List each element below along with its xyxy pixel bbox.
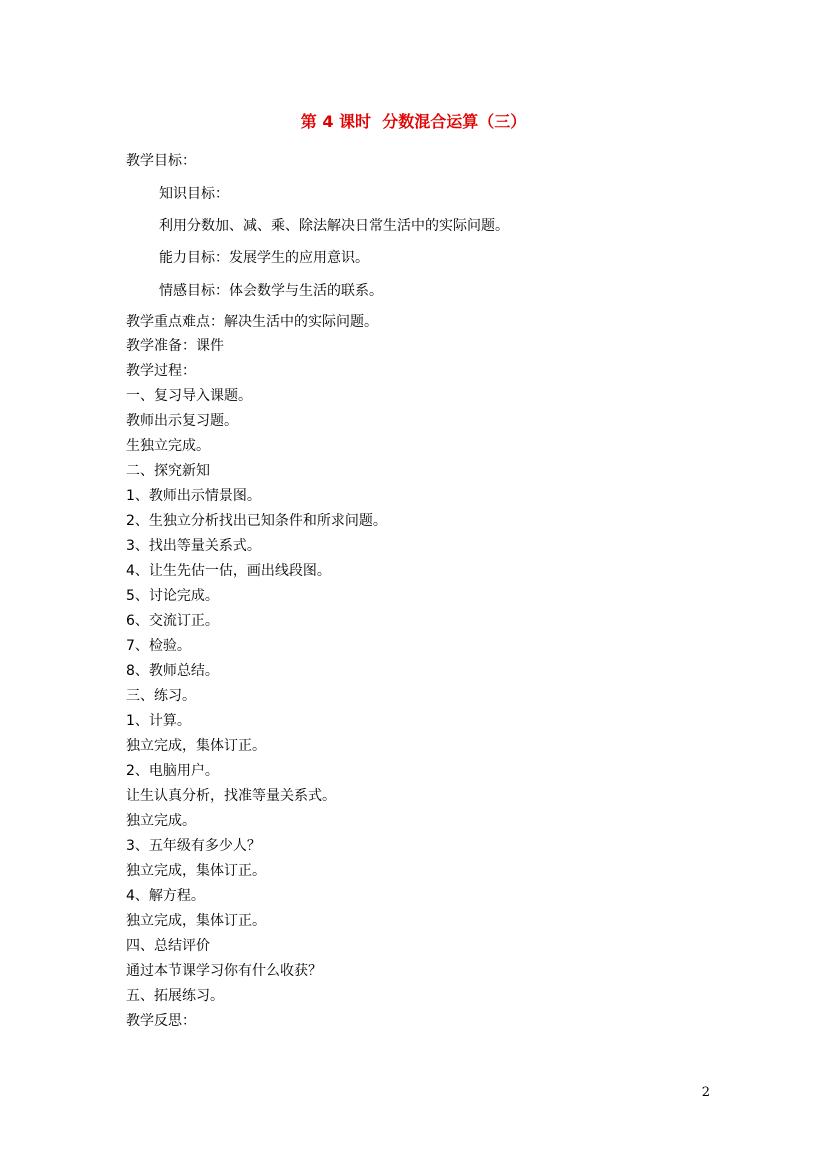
teaching-process-heading: 教学过程：: [126, 363, 196, 379]
list-item: 3、五年级有多少人？: [126, 838, 261, 854]
list-item: 2、电脑用户。: [126, 763, 219, 779]
section-practice: 三、练习。: [126, 688, 196, 704]
key-difficulty: 教学重点难点：解决生活中的实际问题。: [126, 314, 378, 330]
list-item: 7、检验。: [126, 638, 191, 654]
list-item: 3、找出等量关系式。: [126, 538, 261, 554]
text-line: 教师出示复习题。: [126, 413, 238, 429]
teaching-goals-heading: 教学目标：: [126, 153, 196, 169]
list-item: 5、讨论完成。: [126, 588, 219, 604]
teaching-reflection-heading: 教学反思：: [126, 1013, 196, 1029]
knowledge-goal-text: 利用分数加、减、乘、除法解决日常生活中的实际问题。: [159, 218, 509, 234]
knowledge-goal-heading: 知识目标：: [159, 186, 229, 202]
ability-goal: 能力目标：发展学生的应用意识。: [159, 250, 369, 266]
list-item: 4、让生先估一估，画出线段图。: [126, 563, 331, 579]
text-line: 独立完成。: [126, 813, 196, 829]
list-item: 2、生独立分析找出已知条件和所求问题。: [126, 513, 387, 529]
section-extension: 五、拓展练习。: [126, 988, 224, 1004]
text-line: 让生认真分析，找准等量关系式。: [126, 788, 336, 804]
text-line: 独立完成，集体订正。: [126, 863, 266, 879]
text-line: 独立完成，集体订正。: [126, 738, 266, 754]
section-review: 一、复习导入课题。: [126, 388, 252, 404]
list-item: 1、教师出示情景图。: [126, 488, 261, 504]
emotion-goal: 情感目标：体会数学与生活的联系。: [159, 283, 383, 299]
list-item: 1、计算。: [126, 713, 191, 729]
text-line: 通过本节课学习你有什么收获？: [126, 963, 322, 979]
section-explore: 二、探究新知: [126, 463, 210, 479]
list-item: 8、教师总结。: [126, 663, 219, 679]
text-line: 独立完成，集体订正。: [126, 913, 266, 929]
list-item: 4、解方程。: [126, 888, 205, 904]
text-line: 生独立完成。: [126, 438, 210, 454]
section-summary: 四、总结评价: [126, 938, 210, 954]
teaching-preparation: 教学准备：课件: [126, 338, 224, 354]
lesson-title: 第 4 课时 分数混合运算（三）: [300, 112, 527, 131]
page-number: 2: [701, 1085, 710, 1100]
list-item: 6、交流订正。: [126, 613, 219, 629]
